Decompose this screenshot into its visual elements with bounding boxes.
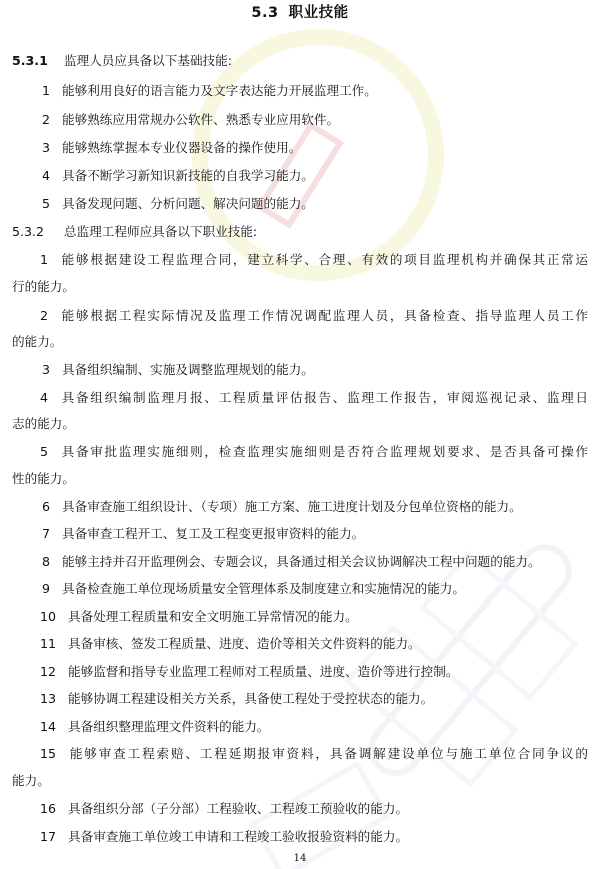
item-text: 能够熟练掌握本专业仪器设备的操作使用。	[62, 140, 302, 155]
item-text: 能够利用良好的语言能力及文字表达能力开展监理工作。	[62, 83, 377, 98]
item-text: 具备不断学习新知识新技能的自我学习能力。	[62, 168, 314, 183]
item-text: 能够协调工程建设相关方关系，具备使工程处于受控状态的能力。	[68, 691, 434, 706]
list-item-continuation: 能力。	[12, 773, 50, 788]
item-number: 17	[40, 829, 57, 844]
item-text: 能够根据工程实际情况及监理工作情况调配监理人员，具备检查、指导监理人员工作	[60, 308, 588, 323]
item-text: 具备审查施工组织设计、（专项）施工方案、施工进度计划及分包单位资格的能力。	[62, 499, 522, 514]
item-number: 7	[41, 526, 50, 541]
item-number: 2	[40, 308, 49, 323]
item-number: 5	[40, 444, 49, 459]
item-number: 10	[40, 609, 57, 624]
item-number: 13	[40, 691, 57, 706]
item-text: 具备审核、签发工程质量、进度、造价等相关文件资料的能力。	[68, 636, 421, 651]
list-item	[40, 196, 314, 212]
list-item	[40, 83, 377, 99]
list-item	[40, 829, 408, 845]
section-number: 5.3	[251, 5, 279, 21]
list-item-continuation: 性的能力。	[12, 471, 75, 486]
item-text: 能够审查工程索赔、工程延期报审资料，具备调解建设单位与施工单位合同争议的	[68, 746, 588, 761]
clause-5-3-1	[12, 53, 232, 69]
item-number: 4	[41, 168, 50, 183]
list-item	[40, 581, 465, 597]
clause-5-3-2	[12, 224, 257, 240]
item-text: 能够熟练应用常规办公软件、熟悉专业应用软件。	[62, 112, 340, 127]
item-number: 6	[41, 499, 50, 514]
item-number: 14	[40, 719, 57, 734]
list-item	[40, 801, 408, 817]
item-text: 能够主持并召开监理例会、专题会议，具备通过相关会议协调解决工程中问题的能力。	[62, 554, 541, 569]
item-number: 3	[41, 140, 50, 155]
list-item	[40, 636, 421, 652]
list-item	[40, 499, 522, 515]
item-number: 9	[41, 581, 50, 596]
list-item	[40, 362, 314, 378]
item-number: 4	[40, 390, 49, 405]
item-number: 1	[41, 83, 50, 98]
item-number: 5	[41, 196, 50, 211]
list-item	[40, 691, 433, 707]
item-number: 11	[40, 636, 57, 651]
list-item	[40, 746, 588, 762]
item-text: 具备审查工程开工、复工及工程变更报审资料的能力。	[62, 526, 365, 541]
section-heading	[0, 1, 600, 22]
item-number: 1	[40, 252, 49, 267]
list-item	[40, 140, 301, 156]
list-item	[40, 112, 339, 128]
list-item-continuation: 行的能力。	[12, 279, 75, 294]
item-text: 具备组织编制、实施及调整监理规划的能力。	[62, 362, 314, 377]
list-item	[40, 719, 270, 735]
list-item-continuation: 志的能力。	[12, 416, 75, 431]
list-item	[40, 308, 588, 324]
list-item	[40, 609, 358, 625]
item-text: 具备处理工程质量和安全文明施工异常情况的能力。	[68, 609, 358, 624]
item-number: 3	[41, 362, 50, 377]
clause-number: 5.3.1	[12, 53, 48, 68]
list-item	[40, 252, 588, 268]
list-item	[40, 390, 588, 406]
list-item	[40, 554, 541, 570]
item-text: 具备审批监理实施细则，检查监理实施细则是否符合监理规划要求、是否具备可操作	[60, 444, 588, 459]
item-number: 8	[41, 554, 50, 569]
item-number: 16	[40, 801, 57, 816]
item-number: 12	[40, 664, 57, 679]
section-title: 职业技能	[288, 5, 349, 21]
item-text: 具备检查施工单位现场质量安全管理体系及制度建立和实施情况的能力。	[62, 581, 465, 596]
item-number: 15	[40, 746, 57, 761]
item-text: 能够监督和指导专业监理工程师对工程质量、进度、造价等进行控制。	[68, 664, 459, 679]
item-text: 具备审查施工单位竣工申请和工程竣工验收报验资料的能力。	[68, 829, 409, 844]
clause-text: 监理人员应具备以下基础技能:	[64, 53, 232, 68]
list-item-continuation: 的能力。	[12, 334, 63, 349]
item-text: 具备发现问题、分析问题、解决问题的能力。	[62, 196, 314, 211]
list-item	[40, 664, 458, 680]
clause-text: 总监理工程师应具备以下职业技能:	[64, 224, 258, 239]
item-text: 具备组织整理监理文件资料的能力。	[68, 719, 270, 734]
list-item	[40, 168, 314, 184]
clause-number: 5.3.2	[12, 224, 45, 239]
page-number: 14	[293, 853, 307, 864]
item-text: 能够根据建设工程监理合同，建立科学、合理、有效的项目监理机构并确保其正常运	[60, 252, 588, 267]
item-number: 2	[41, 112, 50, 127]
list-item	[40, 526, 364, 542]
item-text: 具备组织分部（子分部）工程验收、工程竣工预验收的能力。	[68, 801, 409, 816]
item-text: 具备组织编制监理月报、工程质量评估报告、监理工作报告，审阅巡视记录、监理日	[60, 390, 588, 405]
list-item	[40, 444, 588, 460]
